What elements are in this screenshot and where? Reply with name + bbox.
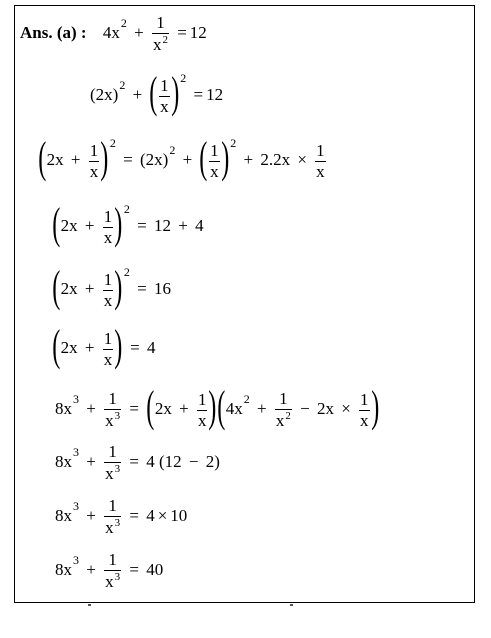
- fraction: $\frac{1}{x^2}$: [152, 13, 168, 54]
- fraction: $\frac{1}{x^2}$: [275, 389, 291, 430]
- fraction: $\frac{1}{x}$: [316, 140, 325, 181]
- fraction: $\frac{1}{x}$: [89, 140, 99, 181]
- fraction: $\frac{1}{x}$: [160, 75, 169, 116]
- equation-line-10: $8x^3$ + $\frac{1}{x^3}$ = 40: [55, 550, 164, 591]
- fraction: $\frac{1}{x}$: [197, 389, 207, 430]
- fraction: $\frac{1}{x}$: [103, 328, 113, 369]
- equation-line-6: (2x + $\frac{1}{x}$ ) = 4: [52, 321, 156, 370]
- equation-line-2: $(2x)^2$ + ( $\frac{1}{x}$ )$^2$ = 12: [90, 68, 224, 118]
- fraction: $\frac{1}{x}$: [210, 140, 219, 181]
- equation-line-9: $8x^3$ + $\frac{1}{x^3}$ = 4 × 10: [55, 496, 188, 537]
- fraction: $\frac{1}{x^3}$: [105, 550, 121, 591]
- fraction: $\frac{1}{x}$: [360, 389, 369, 430]
- equation-line-4: (2x + $\frac{1}{x}$ )$^2$ = 12 + 4: [52, 199, 204, 249]
- equation-line-7: $8x^3$ + $\frac{1}{x^3}$ = (2x + $\frac{1}{x}$ )($4x^2$ + $\frac{1}{x^2}$ − 2x × $\frac{1}{x}$ ): [55, 382, 379, 431]
- fraction: $\frac{1}{x^3}$: [105, 496, 121, 537]
- scan-mark-right: [290, 604, 293, 606]
- equation-line-1: Ans. (a) : $4x^2$ + $\frac{1}{x^2}$ = 12: [20, 13, 207, 54]
- fraction: $\frac{1}{x^3}$: [105, 442, 121, 483]
- fraction: $\frac{1}{x^3}$: [105, 389, 121, 430]
- equation-line-8: $8x^3$ + $\frac{1}{x^3}$ = 4 (12 − 2): [55, 442, 220, 483]
- scan-mark-left: [88, 604, 91, 606]
- answer-label: Ans. (a) :: [20, 22, 87, 42]
- equation-line-5: (2x + $\frac{1}{x}$ )$^2$ = 16: [52, 262, 171, 312]
- fraction: $\frac{1}{x}$: [103, 206, 113, 247]
- fraction: $\frac{1}{x}$: [103, 269, 113, 310]
- equation-line-3: (2x + $\frac{1}{x}$ )$^2 = (2x)^2$ + ( $\frac{1}{x}$ )$^2$ + 2.2x × $\frac{1}{x}$: [38, 133, 325, 183]
